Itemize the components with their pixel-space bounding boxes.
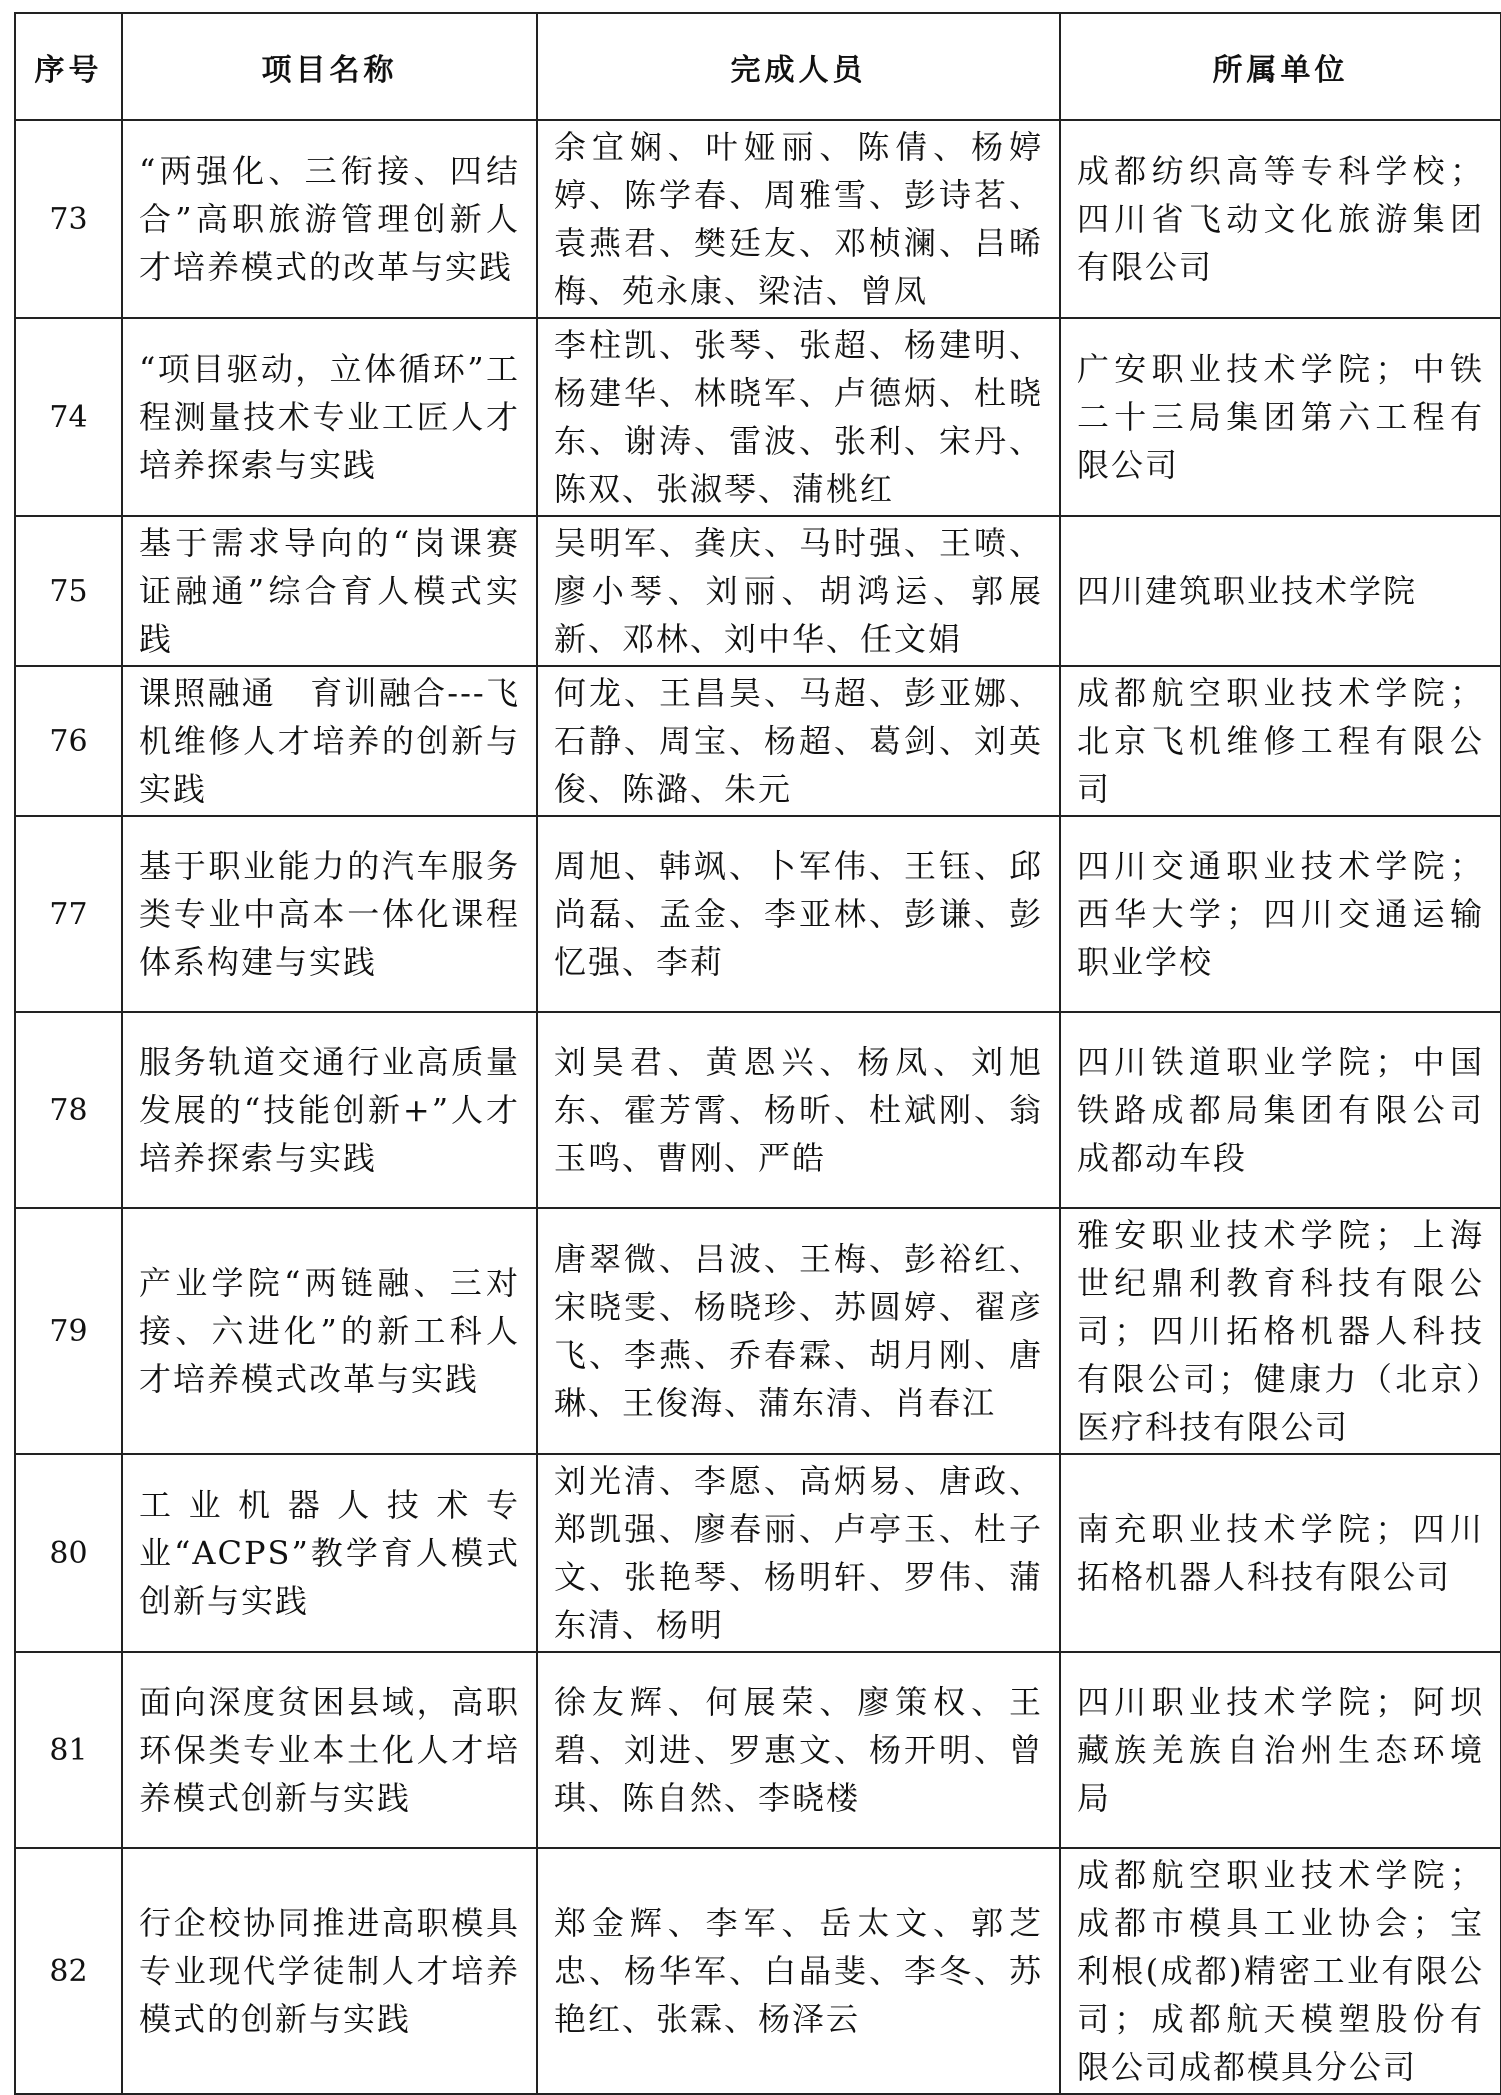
unit-list: 成都航空职业技术学院；北京飞机维修工程有限公司 [1060,666,1501,816]
table-row [15,120,1501,318]
header-serial-number: 序号 [15,13,122,120]
row-number: 73 [15,120,122,318]
row-number: 76 [15,666,122,816]
table-row [15,666,1501,816]
project-name: 产业学院“两链融、三对接、六进化”的新工科人才培养模式改革与实践 [122,1208,537,1454]
project-name: 面向深度贫困县域，高职环保类专业本土化人才培养模式创新与实践 [122,1652,537,1848]
members-list: 李柱凯、张琴、张超、杨建明、杨建华、林晓军、卢德炳、杜晓东、谢涛、雷波、张利、宋丹、陈双、张淑琴、蒲桃红 [537,318,1060,516]
members-list: 余宜娴、叶娅丽、陈倩、杨婷婷、陈学春、周雅雪、彭诗茗、袁燕君、樊廷友、邓桢澜、吕晞梅、苑永康、梁洁、曾凤 [537,120,1060,318]
row-number: 78 [15,1012,122,1208]
header-row [15,13,1501,120]
table-row [15,318,1501,516]
unit-list: 南充职业技术学院；四川拓格机器人科技有限公司 [1060,1454,1501,1652]
awards-table [14,12,1501,2095]
row-number: 77 [15,816,122,1012]
members-list: 何龙、王昌昊、马超、彭亚娜、石静、周宝、杨超、葛剑、刘英俊、陈潞、朱元 [537,666,1060,816]
header-project-name: 项目名称 [122,13,537,120]
table-row [15,1652,1501,1848]
members-list: 郑金辉、李军、岳太文、郭芝忠、杨华军、白晶斐、李冬、苏艳红、张霖、杨泽云 [537,1848,1060,2094]
row-number: 80 [15,1454,122,1652]
table-row [15,516,1501,666]
table-row [15,1208,1501,1454]
members-list: 周旭、韩飒、卜军伟、王钰、邱尚磊、孟金、李亚林、彭谦、彭忆强、李莉 [537,816,1060,1012]
project-name: 行企校协同推进高职模具专业现代学徒制人才培养模式的创新与实践 [122,1848,537,2094]
members-list: 刘光清、李愿、高炳易、唐政、郑凯强、廖春丽、卢亭玉、杜子文、张艳琴、杨明轩、罗伟、蒲东清、杨明 [537,1454,1060,1652]
row-number: 75 [15,516,122,666]
row-number: 74 [15,318,122,516]
row-number: 81 [15,1652,122,1848]
table-body [15,120,1501,2094]
members-list: 刘昊君、黄恩兴、杨凤、刘旭东、霍芳霄、杨昕、杜斌刚、翁玉鸣、曹刚、严皓 [537,1012,1060,1208]
unit-list: 四川铁道职业学院；中国铁路成都局集团有限公司成都动车段 [1060,1012,1501,1208]
project-name: 服务轨道交通行业高质量发展的“技能创新+”人才培养探索与实践 [122,1012,537,1208]
header-units: 所属单位 [1060,13,1501,120]
table-row [15,1012,1501,1208]
unit-list: 四川交通职业技术学院；西华大学；四川交通运输职业学校 [1060,816,1501,1012]
table-row [15,1454,1501,1652]
project-name: 工业机器人技术专业“ACPS”教学育人模式创新与实践 [122,1454,537,1652]
project-name: “两强化、三衔接、四结合”高职旅游管理创新人才培养模式的改革与实践 [122,120,537,318]
unit-list: 成都纺织高等专科学校；四川省飞动文化旅游集团有限公司 [1060,120,1501,318]
table-row [15,1848,1501,2094]
members-list: 唐翠微、吕波、王梅、彭裕红、宋晓雯、杨晓珍、苏圆婷、翟彦飞、李燕、乔春霖、胡月刚、唐琳、王俊海、蒲东清、肖春江 [537,1208,1060,1454]
project-name: 基于职业能力的汽车服务类专业中高本一体化课程体系构建与实践 [122,816,537,1012]
members-list: 徐友辉、何展荣、廖策权、王碧、刘进、罗惠文、杨开明、曾琪、陈自然、李晓楼 [537,1652,1060,1848]
project-name: 基于需求导向的“岗课赛证融通”综合育人模式实践 [122,516,537,666]
unit-list: 成都航空职业技术学院；成都市模具工业协会；宝利根(成都)精密工业有限公司；成都航天模塑股份有限公司成都模具分公司 [1060,1848,1501,2094]
unit-list: 雅安职业技术学院；上海世纪鼎利教育科技有限公司；四川拓格机器人科技有限公司；健康力（北京）医疗科技有限公司 [1060,1208,1501,1454]
unit-list: 四川职业技术学院；阿坝藏族羌族自治州生态环境局 [1060,1652,1501,1848]
header-members: 完成人员 [537,13,1060,120]
project-name: 课照融通 育训融合---飞机维修人才培养的创新与实践 [122,666,537,816]
members-list: 吴明军、龚庆、马时强、王喷、廖小琴、刘丽、胡鸿运、郭展新、邓林、刘中华、任文娟 [537,516,1060,666]
unit-list: 四川建筑职业技术学院 [1060,516,1501,666]
row-number: 79 [15,1208,122,1454]
row-number: 82 [15,1848,122,2094]
table-row [15,816,1501,1012]
project-name: “项目驱动，立体循环”工程测量技术专业工匠人才培养探索与实践 [122,318,537,516]
unit-list: 广安职业技术学院；中铁二十三局集团第六工程有限公司 [1060,318,1501,516]
table-header [15,13,1501,120]
